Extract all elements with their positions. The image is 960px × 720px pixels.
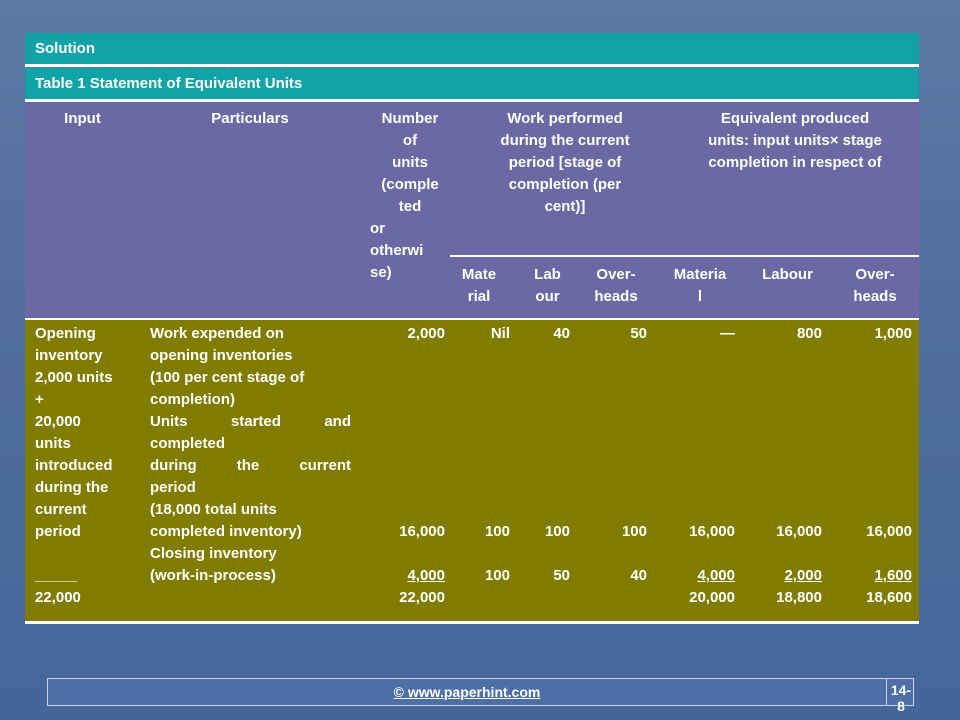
cell-work-overheads: 100: [621, 523, 647, 540]
cell-equiv-material: —: [720, 325, 735, 342]
particulars-column: Work expended on opening inventories (100 per cent stage of completion) Units started and completed during the current period (18,000 total units completed inventory) Closing inventory (work-in-process): [150, 325, 351, 584]
cell-work-material: 100: [484, 523, 510, 540]
cell-equiv-material: 16,000: [689, 523, 735, 540]
cell-equiv-material: 4,000: [697, 567, 735, 584]
header-particulars: Particulars: [211, 110, 289, 127]
subheader-divider: [450, 255, 919, 257]
total-equiv-material: 20,000: [689, 589, 735, 606]
header-work-performed: Work performed during the current period [stage of completion (per cent)]: [500, 110, 630, 215]
cell-work-overheads: 50: [630, 325, 647, 342]
total-units: 22,000: [399, 589, 445, 606]
cell-work-labour: 40: [553, 325, 570, 342]
website-link[interactable]: © www.paperhint.com: [393, 684, 541, 700]
cell-work-overheads: 40: [630, 567, 647, 584]
cell-equiv-overheads: 1,000: [874, 325, 912, 342]
header-input: Input: [64, 110, 101, 127]
solution-title-bar: Solution: [25, 33, 919, 64]
subheader-work-overheads: Over- heads: [594, 266, 638, 305]
table-body: [25, 320, 919, 621]
cell-work-labour: 50: [553, 567, 570, 584]
separator-line: [25, 64, 919, 67]
header-number-of-units: Number of units (comple ted or otherwi se): [370, 110, 439, 281]
subheader-equiv-material: Materia l: [673, 266, 727, 305]
table-caption-bar: Table 1 Statement of Equivalent Units: [25, 68, 919, 99]
cell-equiv-labour: 16,000: [776, 523, 822, 540]
table-bottom-line: [25, 621, 919, 624]
cell-work-material: 100: [484, 567, 510, 584]
subheader-equiv-labour: Labour: [762, 266, 813, 283]
cell-equiv-labour: 800: [796, 325, 822, 342]
cell-units: 2,000: [407, 325, 445, 342]
total-equiv-overheads: 18,600: [866, 589, 912, 606]
cell-equiv-overheads: 1,600: [874, 567, 912, 584]
subheader-work-material: Mate rial: [461, 266, 497, 305]
cell-units: 4,000: [407, 567, 445, 584]
cell-equiv-overheads: 16,000: [866, 523, 912, 540]
footer: [47, 678, 914, 714]
subheader-work-labour: Lab our: [534, 266, 561, 305]
cell-units: 16,000: [399, 523, 445, 540]
cell-equiv-labour: 2,000: [784, 567, 822, 584]
cell-work-material: Nil: [490, 325, 510, 342]
total-equiv-labour: 18,800: [776, 589, 822, 606]
page-number: 14-8: [890, 682, 912, 714]
table-header: [25, 102, 919, 318]
cell-work-labour: 100: [544, 523, 570, 540]
input-column: Opening inventory 2,000 units + 20,000 units introduced during the current period _____ 22,000: [35, 325, 113, 606]
subheader-equiv-overheads: Over- heads: [853, 266, 897, 305]
header-equivalent-units: Equivalent produced units: input units× stage completion in respect of: [708, 110, 882, 171]
